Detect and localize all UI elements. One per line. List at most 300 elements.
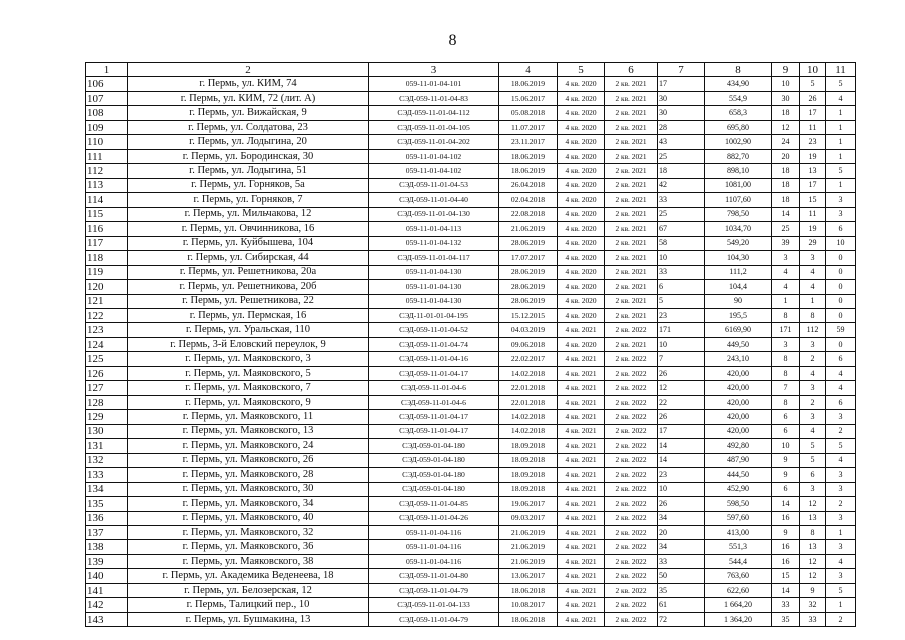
- table-row: [86, 178, 856, 192]
- cell-end-quarter: 2 кв. 2021: [605, 164, 658, 178]
- cell-col-7-value: 33: [658, 265, 705, 279]
- cell-address: г. Пермь, ул. Лодыгина, 20: [128, 135, 369, 149]
- cell-col-10-value: 3: [800, 410, 826, 424]
- cell-permit-number: СЭД-059-11-01-04-130: [369, 207, 499, 221]
- cell-col-9-value: 16: [772, 511, 800, 525]
- cell-end-quarter: 2 кв. 2022: [605, 598, 658, 612]
- cell-permit-number: СЭД-059-11-01-04-26: [369, 511, 499, 525]
- cell-end-quarter: 2 кв. 2021: [605, 207, 658, 221]
- cell-start-quarter: 4 кв. 2020: [558, 77, 605, 91]
- cell-row-number: 136: [86, 511, 128, 525]
- table-row: [86, 352, 856, 366]
- table-row: [86, 323, 856, 337]
- cell-col-7-value: 43: [658, 135, 705, 149]
- cell-area-value: 598,50: [705, 497, 772, 511]
- cell-row-number: 134: [86, 482, 128, 496]
- cell-permit-date: 09.06.2018: [499, 337, 558, 351]
- cell-permit-number: СЭД-11-01-01-04-195: [369, 308, 499, 322]
- cell-permit-date: 22.01.2018: [499, 381, 558, 395]
- cell-col-11-value: 4: [826, 91, 856, 105]
- table-row: [86, 439, 856, 453]
- cell-col-7-value: 10: [658, 482, 705, 496]
- cell-end-quarter: 2 кв. 2021: [605, 308, 658, 322]
- table-row: [86, 120, 856, 134]
- cell-col-9-value: 14: [772, 207, 800, 221]
- table-row: [86, 598, 856, 612]
- page-number: 8: [448, 32, 457, 49]
- cell-col-10-value: 15: [800, 193, 826, 207]
- cell-col-9-value: 12: [772, 120, 800, 134]
- cell-col-9-value: 33: [772, 598, 800, 612]
- cell-col-11-value: 3: [826, 410, 856, 424]
- cell-end-quarter: 2 кв. 2022: [605, 482, 658, 496]
- cell-area-value: 104,4: [705, 280, 772, 294]
- cell-end-quarter: 2 кв. 2021: [605, 251, 658, 265]
- cell-col-11-value: 5: [826, 164, 856, 178]
- cell-row-number: 141: [86, 583, 128, 597]
- cell-col-7-value: 23: [658, 468, 705, 482]
- cell-start-quarter: 4 кв. 2020: [558, 135, 605, 149]
- cell-col-7-value: 10: [658, 251, 705, 265]
- cell-col-11-value: 5: [826, 77, 856, 91]
- cell-start-quarter: 4 кв. 2021: [558, 366, 605, 380]
- cell-end-quarter: 2 кв. 2021: [605, 337, 658, 351]
- cell-permit-date: 15.12.2015: [499, 308, 558, 322]
- cell-col-9-value: 15: [772, 569, 800, 583]
- cell-start-quarter: 4 кв. 2020: [558, 207, 605, 221]
- table-row: [86, 468, 856, 482]
- cell-permit-number: СЭД-059-01-04-180: [369, 468, 499, 482]
- cell-col-11-value: 1: [826, 598, 856, 612]
- cell-area-value: 597,60: [705, 511, 772, 525]
- column-header-2: 2: [128, 63, 369, 77]
- cell-area-value: 420,00: [705, 381, 772, 395]
- cell-col-11-value: 4: [826, 554, 856, 568]
- cell-permit-date: 14.02.2018: [499, 424, 558, 438]
- cell-address: г. Пермь, ул. Белозерская, 12: [128, 583, 369, 597]
- cell-col-10-value: 23: [800, 135, 826, 149]
- cell-area-value: 444,50: [705, 468, 772, 482]
- cell-address: г. Пермь, ул. КИМ, 72 (лит. А): [128, 91, 369, 105]
- cell-col-9-value: 16: [772, 540, 800, 554]
- table-row: [86, 265, 856, 279]
- cell-address: г. Пермь, ул. Сибирская, 44: [128, 251, 369, 265]
- cell-area-value: 882,70: [705, 149, 772, 163]
- cell-area-value: 420,00: [705, 424, 772, 438]
- cell-col-10-value: 12: [800, 554, 826, 568]
- cell-col-9-value: 10: [772, 77, 800, 91]
- cell-col-11-value: 1: [826, 135, 856, 149]
- cell-end-quarter: 2 кв. 2022: [605, 468, 658, 482]
- cell-col-9-value: 8: [772, 308, 800, 322]
- cell-permit-number: СЭД-059-11-01-04-85: [369, 497, 499, 511]
- cell-permit-date: 26.04.2018: [499, 178, 558, 192]
- cell-col-7-value: 5: [658, 294, 705, 308]
- cell-permit-date: 18.06.2018: [499, 612, 558, 626]
- cell-area-value: 544,4: [705, 554, 772, 568]
- cell-col-7-value: 14: [658, 453, 705, 467]
- cell-col-11-value: 1: [826, 178, 856, 192]
- cell-end-quarter: 2 кв. 2022: [605, 540, 658, 554]
- cell-col-10-value: 17: [800, 106, 826, 120]
- cell-start-quarter: 4 кв. 2021: [558, 583, 605, 597]
- column-header-8: 8: [705, 63, 772, 77]
- cell-address: г. Пермь, ул. Маяковского, 3: [128, 352, 369, 366]
- cell-start-quarter: 4 кв. 2020: [558, 251, 605, 265]
- cell-start-quarter: 4 кв. 2020: [558, 149, 605, 163]
- cell-row-number: 138: [86, 540, 128, 554]
- cell-permit-number: СЭД-059-11-01-04-133: [369, 598, 499, 612]
- cell-col-11-value: 1: [826, 106, 856, 120]
- cell-col-9-value: 24: [772, 135, 800, 149]
- cell-permit-date: 15.06.2017: [499, 91, 558, 105]
- cell-row-number: 112: [86, 164, 128, 178]
- cell-col-7-value: 30: [658, 106, 705, 120]
- table-row: [86, 583, 856, 597]
- table-row: [86, 366, 856, 380]
- cell-col-7-value: 17: [658, 424, 705, 438]
- cell-end-quarter: 2 кв. 2022: [605, 612, 658, 626]
- cell-col-10-value: 11: [800, 207, 826, 221]
- cell-area-value: 551,3: [705, 540, 772, 554]
- cell-permit-number: 059-11-01-04-130: [369, 294, 499, 308]
- cell-col-11-value: 1: [826, 526, 856, 540]
- cell-area-value: 111,2: [705, 265, 772, 279]
- cell-area-value: 452,90: [705, 482, 772, 496]
- cell-col-9-value: 18: [772, 164, 800, 178]
- cell-address: г. Пермь, ул. Решетникова, 20б: [128, 280, 369, 294]
- table-row: [86, 77, 856, 91]
- cell-col-11-value: 3: [826, 511, 856, 525]
- cell-address: г. Пермь, ул. Маяковского, 24: [128, 439, 369, 453]
- cell-permit-number: 059-11-01-04-130: [369, 265, 499, 279]
- cell-col-9-value: 20: [772, 149, 800, 163]
- cell-permit-date: 22.08.2018: [499, 207, 558, 221]
- cell-address: г. Пермь, ул. КИМ, 74: [128, 77, 369, 91]
- cell-end-quarter: 2 кв. 2021: [605, 236, 658, 250]
- cell-end-quarter: 2 кв. 2021: [605, 265, 658, 279]
- cell-area-value: 695,80: [705, 120, 772, 134]
- cell-area-value: 6169,90: [705, 323, 772, 337]
- cell-permit-number: СЭД-059-11-01-04-16: [369, 352, 499, 366]
- cell-row-number: 120: [86, 280, 128, 294]
- cell-end-quarter: 2 кв. 2021: [605, 91, 658, 105]
- cell-row-number: 115: [86, 207, 128, 221]
- cell-col-10-value: 3: [800, 251, 826, 265]
- cell-col-10-value: 13: [800, 511, 826, 525]
- cell-col-10-value: 4: [800, 280, 826, 294]
- cell-col-9-value: 3: [772, 337, 800, 351]
- table-row: [86, 106, 856, 120]
- cell-col-10-value: 9: [800, 583, 826, 597]
- cell-col-11-value: 2: [826, 612, 856, 626]
- cell-area-value: 658,3: [705, 106, 772, 120]
- cell-row-number: 106: [86, 77, 128, 91]
- table-row: [86, 207, 856, 221]
- cell-area-value: 549,20: [705, 236, 772, 250]
- cell-permit-number: СЭД-059-11-01-04-6: [369, 381, 499, 395]
- cell-address: г. Пермь, ул. Лодыгина, 51: [128, 164, 369, 178]
- cell-permit-date: 18.06.2019: [499, 164, 558, 178]
- cell-end-quarter: 2 кв. 2021: [605, 149, 658, 163]
- cell-address: г. Пермь, ул. Маяковского, 34: [128, 497, 369, 511]
- cell-col-10-value: 26: [800, 91, 826, 105]
- cell-permit-date: 28.06.2019: [499, 294, 558, 308]
- cell-row-number: 143: [86, 612, 128, 626]
- cell-col-10-value: 33: [800, 612, 826, 626]
- cell-permit-number: СЭД-059-11-01-04-6: [369, 395, 499, 409]
- cell-col-10-value: 6: [800, 468, 826, 482]
- cell-col-10-value: 5: [800, 453, 826, 467]
- cell-address: г. Пермь, ул. Маяковского, 26: [128, 453, 369, 467]
- cell-permit-number: СЭД-059-11-01-04-105: [369, 120, 499, 134]
- cell-permit-date: 18.06.2018: [499, 583, 558, 597]
- column-header-5: 5: [558, 63, 605, 77]
- cell-area-value: 90: [705, 294, 772, 308]
- cell-permit-number: 059-11-01-04-116: [369, 554, 499, 568]
- cell-start-quarter: 4 кв. 2021: [558, 410, 605, 424]
- table-row: [86, 410, 856, 424]
- cell-end-quarter: 2 кв. 2022: [605, 395, 658, 409]
- cell-end-quarter: 2 кв. 2021: [605, 106, 658, 120]
- cell-start-quarter: 4 кв. 2021: [558, 381, 605, 395]
- cell-end-quarter: 2 кв. 2022: [605, 583, 658, 597]
- cell-col-7-value: 23: [658, 308, 705, 322]
- cell-row-number: 133: [86, 468, 128, 482]
- cell-permit-number: СЭД-059-11-01-04-79: [369, 612, 499, 626]
- cell-col-7-value: 22: [658, 395, 705, 409]
- cell-start-quarter: 4 кв. 2021: [558, 453, 605, 467]
- cell-col-11-value: 0: [826, 337, 856, 351]
- cell-col-10-value: 19: [800, 149, 826, 163]
- cell-end-quarter: 2 кв. 2021: [605, 120, 658, 134]
- cell-end-quarter: 2 кв. 2022: [605, 569, 658, 583]
- cell-permit-number: СЭД-059-11-01-04-74: [369, 337, 499, 351]
- cell-col-11-value: 0: [826, 294, 856, 308]
- cell-col-10-value: 112: [800, 323, 826, 337]
- cell-end-quarter: 2 кв. 2022: [605, 439, 658, 453]
- cell-permit-number: СЭД-059-11-01-04-79: [369, 583, 499, 597]
- cell-col-11-value: 6: [826, 222, 856, 236]
- cell-permit-date: 28.06.2019: [499, 265, 558, 279]
- table-row: [86, 308, 856, 322]
- cell-area-value: 763,60: [705, 569, 772, 583]
- cell-col-11-value: 6: [826, 395, 856, 409]
- cell-col-9-value: 18: [772, 178, 800, 192]
- cell-area-value: 1081,00: [705, 178, 772, 192]
- cell-start-quarter: 4 кв. 2020: [558, 337, 605, 351]
- cell-end-quarter: 2 кв. 2022: [605, 424, 658, 438]
- cell-row-number: 127: [86, 381, 128, 395]
- cell-permit-date: 18.06.2019: [499, 77, 558, 91]
- cell-col-10-value: 5: [800, 439, 826, 453]
- cell-end-quarter: 2 кв. 2021: [605, 193, 658, 207]
- cell-col-11-value: 2: [826, 424, 856, 438]
- cell-start-quarter: 4 кв. 2021: [558, 323, 605, 337]
- cell-permit-date: 04.03.2019: [499, 323, 558, 337]
- cell-address: г. Пермь, ул. Бушмакина, 13: [128, 612, 369, 626]
- cell-row-number: 129: [86, 410, 128, 424]
- table-row: [86, 540, 856, 554]
- cell-col-10-value: 1: [800, 294, 826, 308]
- cell-col-9-value: 9: [772, 526, 800, 540]
- cell-address: г. Пермь, ул. Горняков, 5а: [128, 178, 369, 192]
- cell-permit-number: СЭД-059-11-01-04-112: [369, 106, 499, 120]
- cell-area-value: 434,90: [705, 77, 772, 91]
- cell-address: г. Пермь, ул. Бородинская, 30: [128, 149, 369, 163]
- cell-col-9-value: 10: [772, 439, 800, 453]
- table-row: [86, 554, 856, 568]
- cell-col-10-value: 4: [800, 366, 826, 380]
- cell-row-number: 117: [86, 236, 128, 250]
- cell-address: г. Пермь, ул. Академика Веденеева, 18: [128, 569, 369, 583]
- cell-permit-date: 19.06.2017: [499, 497, 558, 511]
- cell-col-11-value: 3: [826, 207, 856, 221]
- cell-col-9-value: 6: [772, 482, 800, 496]
- cell-col-9-value: 8: [772, 352, 800, 366]
- cell-col-7-value: 10: [658, 337, 705, 351]
- cell-col-11-value: 5: [826, 439, 856, 453]
- cell-col-7-value: 12: [658, 381, 705, 395]
- table-row: [86, 482, 856, 496]
- column-header-10: 10: [800, 63, 826, 77]
- cell-permit-date: 18.09.2018: [499, 468, 558, 482]
- cell-area-value: 1107,60: [705, 193, 772, 207]
- cell-col-7-value: 34: [658, 540, 705, 554]
- cell-address: г. Пермь, ул. Маяковского, 30: [128, 482, 369, 496]
- column-header-7: 7: [658, 63, 705, 77]
- cell-address: г. Пермь, ул. Маяковского, 32: [128, 526, 369, 540]
- cell-col-9-value: 171: [772, 323, 800, 337]
- cell-col-10-value: 13: [800, 164, 826, 178]
- cell-address: г. Пермь, ул. Куйбышева, 104: [128, 236, 369, 250]
- table-row: [86, 193, 856, 207]
- cell-permit-number: СЭД-059-11-01-04-80: [369, 569, 499, 583]
- cell-col-7-value: 33: [658, 554, 705, 568]
- cell-address: г. Пермь, ул. Маяковского, 9: [128, 395, 369, 409]
- cell-col-11-value: 1: [826, 149, 856, 163]
- column-header-3: 3: [369, 63, 499, 77]
- table-row: [86, 135, 856, 149]
- cell-row-number: 142: [86, 598, 128, 612]
- cell-row-number: 107: [86, 91, 128, 105]
- cell-start-quarter: 4 кв. 2020: [558, 294, 605, 308]
- cell-col-11-value: 3: [826, 468, 856, 482]
- cell-start-quarter: 4 кв. 2021: [558, 511, 605, 525]
- cell-permit-number: СЭД-059-11-01-04-53: [369, 178, 499, 192]
- cell-start-quarter: 4 кв. 2021: [558, 569, 605, 583]
- cell-row-number: 128: [86, 395, 128, 409]
- cell-permit-date: 13.06.2017: [499, 569, 558, 583]
- cell-row-number: 130: [86, 424, 128, 438]
- cell-area-value: 243,10: [705, 352, 772, 366]
- cell-start-quarter: 4 кв. 2021: [558, 554, 605, 568]
- cell-col-10-value: 4: [800, 265, 826, 279]
- cell-permit-number: 059-11-01-04-132: [369, 236, 499, 250]
- column-header-11: 11: [826, 63, 856, 77]
- cell-col-9-value: 30: [772, 91, 800, 105]
- cell-start-quarter: 4 кв. 2020: [558, 222, 605, 236]
- cell-col-10-value: 19: [800, 222, 826, 236]
- cell-permit-date: 28.06.2019: [499, 236, 558, 250]
- cell-address: г. Пермь, ул. Маяковского, 28: [128, 468, 369, 482]
- cell-start-quarter: 4 кв. 2020: [558, 178, 605, 192]
- cell-start-quarter: 4 кв. 2021: [558, 482, 605, 496]
- cell-col-10-value: 8: [800, 526, 826, 540]
- cell-end-quarter: 2 кв. 2022: [605, 352, 658, 366]
- cell-start-quarter: 4 кв. 2021: [558, 540, 605, 554]
- cell-area-value: 104,30: [705, 251, 772, 265]
- cell-row-number: 119: [86, 265, 128, 279]
- cell-end-quarter: 2 кв. 2021: [605, 222, 658, 236]
- cell-end-quarter: 2 кв. 2022: [605, 366, 658, 380]
- cell-area-value: 492,80: [705, 439, 772, 453]
- cell-col-11-value: 0: [826, 308, 856, 322]
- cell-address: г. Пермь, ул. Уральская, 110: [128, 323, 369, 337]
- cell-col-10-value: 12: [800, 569, 826, 583]
- cell-start-quarter: 4 кв. 2021: [558, 526, 605, 540]
- cell-permit-number: 059-11-01-04-116: [369, 540, 499, 554]
- cell-col-7-value: 6: [658, 280, 705, 294]
- cell-permit-number: СЭД-059-11-01-04-202: [369, 135, 499, 149]
- cell-area-value: 1002,90: [705, 135, 772, 149]
- table-row: [86, 251, 856, 265]
- cell-col-7-value: 17: [658, 77, 705, 91]
- cell-col-10-value: 3: [800, 482, 826, 496]
- cell-area-value: 554,9: [705, 91, 772, 105]
- cell-permit-date: 22.01.2018: [499, 395, 558, 409]
- cell-col-11-value: 3: [826, 569, 856, 583]
- cell-permit-number: СЭД-059-11-01-04-17: [369, 410, 499, 424]
- cell-col-11-value: 3: [826, 482, 856, 496]
- cell-col-9-value: 8: [772, 366, 800, 380]
- cell-col-10-value: 3: [800, 337, 826, 351]
- cell-permit-number: СЭД-059-11-01-04-52: [369, 323, 499, 337]
- cell-end-quarter: 2 кв. 2021: [605, 294, 658, 308]
- cell-col-10-value: 29: [800, 236, 826, 250]
- cell-end-quarter: 2 кв. 2022: [605, 554, 658, 568]
- cell-col-7-value: 18: [658, 164, 705, 178]
- cell-address: г. Пермь, ул. Маяковского, 13: [128, 424, 369, 438]
- table-row: [86, 149, 856, 163]
- cell-permit-number: СЭД-059-11-01-04-17: [369, 424, 499, 438]
- cell-start-quarter: 4 кв. 2021: [558, 468, 605, 482]
- cell-permit-number: 059-11-01-04-102: [369, 164, 499, 178]
- column-header-9: 9: [772, 63, 800, 77]
- cell-row-number: 135: [86, 497, 128, 511]
- cell-permit-number: 059-11-01-04-116: [369, 526, 499, 540]
- cell-col-9-value: 25: [772, 222, 800, 236]
- cell-row-number: 113: [86, 178, 128, 192]
- cell-start-quarter: 4 кв. 2021: [558, 439, 605, 453]
- cell-col-9-value: 6: [772, 410, 800, 424]
- cell-permit-date: 21.06.2019: [499, 222, 558, 236]
- cell-col-9-value: 3: [772, 251, 800, 265]
- cell-address: г. Пермь, 3-й Еловский переулок, 9: [128, 337, 369, 351]
- cell-col-7-value: 28: [658, 120, 705, 134]
- table-row: [86, 511, 856, 525]
- cell-start-quarter: 4 кв. 2020: [558, 236, 605, 250]
- cell-col-9-value: 18: [772, 106, 800, 120]
- cell-permit-date: 10.08.2017: [499, 598, 558, 612]
- table-row: [86, 395, 856, 409]
- cell-col-10-value: 4: [800, 424, 826, 438]
- cell-start-quarter: 4 кв. 2020: [558, 106, 605, 120]
- table-row: [86, 453, 856, 467]
- cell-start-quarter: 4 кв. 2020: [558, 308, 605, 322]
- cell-row-number: 125: [86, 352, 128, 366]
- column-header-6: 6: [605, 63, 658, 77]
